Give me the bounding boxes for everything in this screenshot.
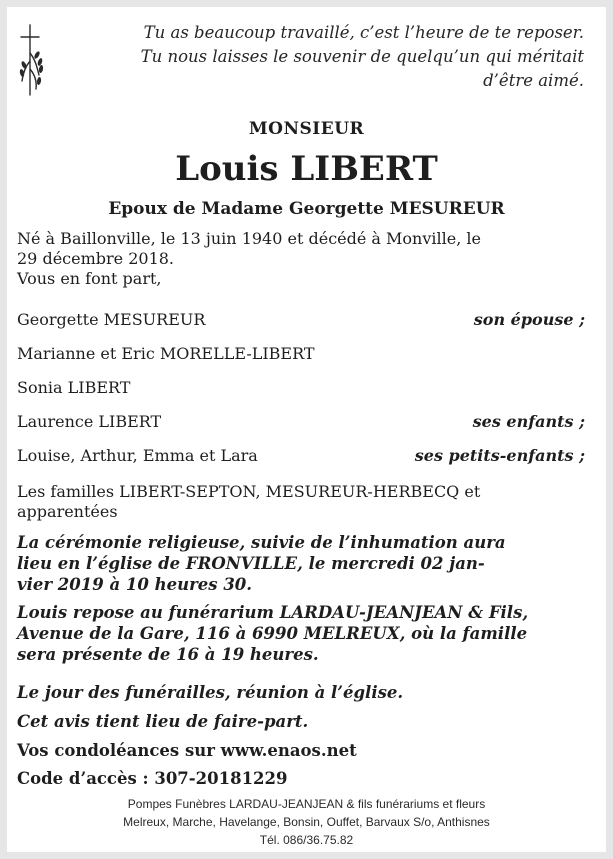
text-line: 29 décembre 2018. <box>17 249 175 268</box>
poem <box>114 21 584 93</box>
family-row <box>17 343 585 365</box>
family-role: ses enfants ; <box>472 412 585 431</box>
family-row <box>17 377 585 399</box>
family-name: Sonia LIBERT <box>17 378 131 397</box>
poem-line: Tu as beaucoup travaillé, c’est l’heure de te reposer. <box>143 23 584 42</box>
condolences-note: Vos condoléances sur www.enaos.net <box>17 741 357 760</box>
text-line: lieu en l’église de FRONVILLE, le mercredi 02 jan- <box>17 554 485 573</box>
spouse-line: Epoux de Madame Georgette MESUREUR <box>108 199 505 219</box>
family-row <box>17 445 585 467</box>
funerarium-info <box>17 602 589 665</box>
text-line: Né à Baillonville, le 13 juin 1940 et décédé à Monville, le <box>17 229 481 248</box>
reunion-note: Le jour des funérailles, réunion à l’église. <box>17 683 404 702</box>
ceremony-info <box>17 532 589 595</box>
families-text <box>17 482 589 522</box>
obituary-content <box>7 7 606 852</box>
deceased-name: Louis LIBERT <box>175 149 438 189</box>
funeral-home-footer <box>7 795 606 849</box>
family-name: Louise, Arthur, Emma et Lara <box>17 446 258 465</box>
poem-line: Tu nous laisses le souvenir de quelqu’un qui méritait <box>140 47 584 66</box>
text-line: apparentées <box>17 502 118 521</box>
family-row <box>17 411 585 433</box>
family-role: son épouse ; <box>473 310 585 329</box>
honorific: MONSIEUR <box>248 119 365 139</box>
text-line: Vous en font part, <box>17 269 162 288</box>
family-role: ses petits-enfants ; <box>414 446 585 465</box>
text-line: La cérémonie religieuse, suivie de l’inhumation aura <box>17 533 506 552</box>
footer-line: Pompes Funèbres LARDAU-JEANJEAN & fils funérariums et fleurs <box>127 797 486 811</box>
text-line: Avenue de la Gare, 116 à 6990 MELREUX, où la famille <box>17 624 528 643</box>
faire-part-note: Cet avis tient lieu de faire-part. <box>17 712 309 731</box>
cross-wheat-icon <box>17 23 51 97</box>
footer-line: Tél. 086/36.75.82 <box>259 833 354 847</box>
text-line: sera présente de 16 à 19 heures. <box>17 645 319 664</box>
footer-line: Melreux, Marche, Havelange, Bonsin, Ouffet, Barvaux S/o, Anthisnes <box>123 815 490 829</box>
poem-line: d’être aimé. <box>483 71 584 90</box>
text-line: Louis repose au funérarium LARDAU-JEANJEAN & Fils, <box>17 603 529 622</box>
family-name: Marianne et Eric MORELLE-LIBERT <box>17 344 315 363</box>
birth-death-info <box>17 229 589 289</box>
text-line: vier 2019 à 10 heures 30. <box>17 575 253 594</box>
text-line: Les familles LIBERT-SEPTON, MESUREUR-HERBECQ et <box>17 482 481 501</box>
family-name: Georgette MESUREUR <box>17 310 206 329</box>
access-code: Code d’accès : 307-20181229 <box>17 769 288 788</box>
family-row <box>17 309 585 331</box>
family-name: Laurence LIBERT <box>17 412 162 431</box>
